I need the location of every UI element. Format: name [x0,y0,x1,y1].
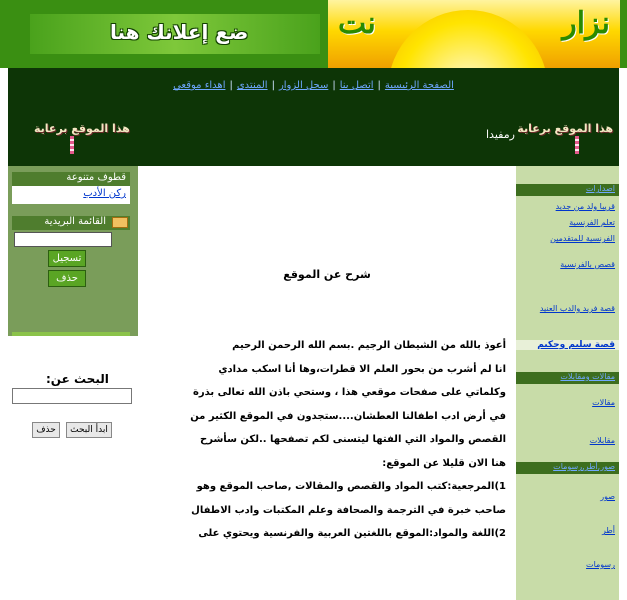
main-content [138,166,516,600]
nav-bar [8,68,619,106]
article-paragraph: أعوذ بالله من الشيطان الرجيم .بسم الله الرحمن الرحيم [232,340,506,351]
sidebar-item-2[interactable]: تعلم الفرنسية [569,218,615,227]
article-paragraph: 2)اللغة والمواد:الموقع باللغتين العربية والفرنسية ويحتوي على [198,528,506,539]
left-panel [12,172,130,332]
mailing-list-label: القائمة البريدية [44,216,106,227]
nav-links: الصفحة الرئيسية|اتصل بنا|سجل الزوار|المنتدى|اهداء موقعي [173,80,454,91]
sidebar-item-10[interactable]: صور,أطر,رسومات [516,462,619,474]
pin-icon [575,136,579,154]
article-paragraph: انا لم أشرب من بحور العلم الا قطرات،وها أنا اسكب مدادي وكلماتي على صفحات موقعي هذا ، وستحي باذن الله تعالى بذرة في أرض ادب اطفالنا العطشان....ستجدون في الموقع الكثير من القصص والمواد التي الفتها ليتسنى لكم تصفحها ..لكن سأشرح هنا الان قليلا عن الموقع: [190,363,506,469]
sidebar-item-4[interactable]: قصص بالفرنسية [560,260,615,269]
sponsor-label-left: هذا الموقع برعاية [34,122,130,135]
unsubscribe-button[interactable]: حذف [48,270,86,287]
sidebar-item-0[interactable]: اصدارات [516,184,619,196]
article-paragraph: 1)المرجعية:كتب المواد والقصص والمقالات ,صاحب الموقع وهو صاحب خبرة في الترجمة والصحافة وعلم المكتبات وادب الاطفال [191,481,506,516]
search-start-button[interactable]: ابدأ البحث [66,422,112,438]
search-clear-button[interactable]: حذف [32,422,60,438]
page-title: شرح عن الموقع [283,268,371,281]
nav-contact[interactable]: اتصل بنا [339,80,374,91]
logo-nizar: نزار [562,6,610,41]
ad-banner[interactable] [30,14,320,54]
nav-home[interactable]: الصفحة الرئيسية [384,80,454,91]
corner-link[interactable]: ركن الأدب [12,186,130,204]
logo-banner [328,0,620,68]
nav-gift[interactable]: اهداء موقعي [173,80,226,91]
header-banner [0,0,627,68]
ad-text: ضع إعلانك هنا [110,20,249,44]
sun-graphic [388,10,548,68]
search-input[interactable] [12,388,132,404]
sponsor-strip [8,106,619,166]
sidebar-item-7[interactable]: مقالات ومقابلات [516,372,619,384]
sidebar-item-1[interactable]: قريبا ولد من جديد [555,202,615,211]
sidebar-item-8[interactable]: مقالات [592,398,615,407]
nav-guestbook[interactable]: سجل الزوار [278,80,329,91]
sidebar-item-3[interactable]: الفرنسية للمتقدمين [550,234,615,243]
sidebar-item-9[interactable]: مقابلات [589,436,615,445]
sidebar-item-12[interactable]: أطر [601,526,615,535]
envelope-icon [112,217,128,228]
nav-forum[interactable]: المنتدى [236,80,268,91]
pin-icon [70,136,74,154]
sidebar-item-11[interactable]: صور [600,492,615,501]
panel-heading: قطوف متنوعة [12,172,130,186]
search-label: البحث عن: [46,372,109,386]
welcome-text: رمفيدا [486,128,515,141]
sponsor-label-right: هذا الموقع برعاية [517,122,613,135]
mailing-list-heading [12,216,130,230]
sidebar-item-6[interactable]: قصة سليم وحكيم [516,340,619,350]
right-sidebar [516,166,619,600]
sidebar-item-5[interactable]: قصة فريد والدب العنيد [539,304,615,313]
email-field[interactable] [14,232,112,247]
sidebar-item-13[interactable]: رسومات [586,560,615,569]
subscribe-button[interactable]: تسجيل [48,250,86,267]
logo-net: نت [338,6,376,41]
article-body [186,334,506,546]
